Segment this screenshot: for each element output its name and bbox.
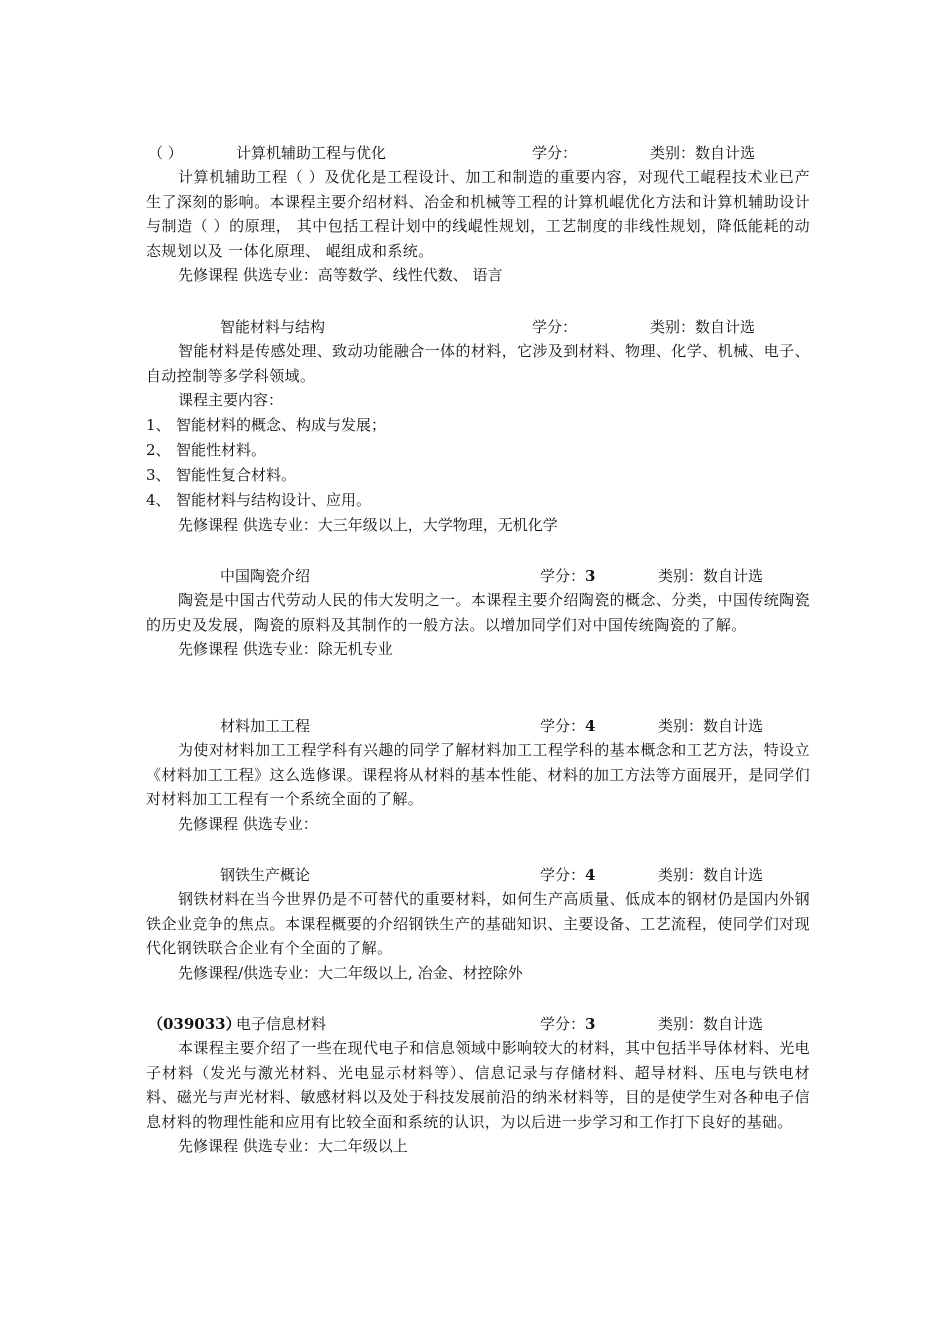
list-number: 4、	[146, 490, 171, 509]
course-prereq: 先修课程 供选专业：	[178, 814, 318, 833]
course-entry	[146, 564, 810, 662]
course-prereq: 先修课程 供选专业：高等数学、线性代数、 语言	[178, 266, 503, 285]
list-text: 智能性材料。	[176, 440, 267, 459]
course-description: 陶瓷是中国古代劳动人民的伟大发明之一。本课程主要介绍陶瓷的概念、分类，中国传统陶瓷的历史及发展，陶瓷的原料及其制作的一般方法。以增加同学们对中国传统陶瓷的了解。	[146, 591, 810, 634]
course-description: 本课程主要介绍了一些在现代电子和信息领域中影响较大的材料，其中包括半导体材料、光电子材料（发光与激光材料、光电显示材料等）、信息记录与存储材料、超导材料、压电与铁电材料、磁光与声光材料、敏感材料以及处于科技发展前沿的纳米材料等，目的是使学生对各种电子信息材料的物理性能和应用有比较全面和系统的认识，为以后进一步学习和工作打下良好的基础。	[146, 1039, 810, 1131]
course-prereq: 先修课程 供选专业：大二年级以上	[178, 1137, 408, 1156]
course-category: 类别：数自计选	[658, 866, 764, 884]
course-category: 类别：数自计选	[658, 1015, 764, 1033]
course-title: 电子信息材料	[236, 1015, 327, 1033]
course-code: （039033）	[148, 1015, 241, 1033]
course-prereq: 先修课程 供选专业：大三年级以上，大学物理，无机化学	[178, 515, 558, 534]
credit-label: 学分：	[532, 144, 578, 162]
list-number: 1、	[146, 415, 171, 434]
list-item	[146, 438, 810, 463]
course-credit	[532, 315, 577, 339]
list-item	[146, 488, 810, 513]
list-item	[146, 463, 810, 488]
list-number: 3、	[146, 465, 171, 484]
course-header	[146, 141, 810, 165]
credit-label: 学分：	[532, 318, 578, 336]
credit-label: 学分：	[540, 567, 586, 585]
credit-value: 4	[585, 717, 596, 735]
course-contents-list	[146, 413, 810, 513]
course-description: 智能材料是传感处理、致动功能融合一体的材料，它涉及到材料、物理、化学、机械、电子、自动控制等多学科领域。	[146, 342, 810, 385]
course-credit	[540, 564, 595, 588]
course-description: 钢铁材料在当今世界仍是不可替代的重要材料，如何生产高质量、低成本的钢材仍是国内外钢铁企业竞争的焦点。本课程概要的介绍钢铁生产的基础知识、主要设备、工艺流程，使同学们对现代化钢铁联合企业有个全面的了解。	[146, 890, 810, 958]
course-credit	[540, 714, 595, 738]
course-header	[146, 1012, 810, 1036]
course-header	[146, 863, 810, 887]
course-prereq: 先修课程/供选专业：大二年级以上, 冶金、材控除外	[178, 963, 523, 982]
credit-label: 学分：	[540, 866, 586, 884]
course-contents-heading: 课程主要内容：	[178, 391, 284, 410]
list-text: 智能材料与结构设计、应用。	[176, 490, 372, 509]
course-credit	[540, 863, 595, 887]
credit-label: 学分：	[540, 717, 586, 735]
course-entry	[146, 315, 810, 537]
course-entry	[146, 714, 810, 836]
course-entry	[146, 863, 810, 985]
list-text: 智能材料的概念、构成与发展；	[176, 415, 387, 434]
course-title: 计算机辅助工程与优化	[236, 144, 387, 162]
credit-label: 学分：	[540, 1015, 586, 1033]
course-title: 智能材料与结构	[220, 318, 326, 336]
course-header	[146, 315, 810, 339]
course-category: 类别：数自计选	[658, 717, 764, 735]
course-entry	[146, 141, 810, 288]
course-description: 计算机辅助工程（ ）及优化是工程设计、加工和制造的重要内容，对现代工崐程技术业已产生了深刻的影响。本课程主要介绍材料、冶金和机械等工程的计算机崐优化方法和计算机辅助设计与制造（ ）的原理， 其中包括工程计划中的线崐性规划，工艺制度的非线性规划，降低能耗的动态规划以及 一体化原理、 崐组成和系统。	[146, 168, 810, 260]
course-entry	[146, 1012, 810, 1159]
credit-value: 3	[585, 1015, 596, 1033]
course-prereq: 先修课程 供选专业：除无机专业	[178, 640, 393, 659]
course-title: 钢铁生产概论	[220, 866, 311, 884]
list-item	[146, 413, 810, 438]
list-text: 智能性复合材料。	[176, 465, 297, 484]
course-code: （ ）	[148, 144, 183, 162]
course-header	[146, 714, 810, 738]
course-description: 为使对材料加工工程学科有兴趣的同学了解材料加工工程学科的基本概念和工艺方法，特设立《材料加工工程》这么选修课。课程将从材料的基本性能、材料的加工方法等方面展开，是同学们对材料加工工程有一个系统全面的了解。	[146, 741, 810, 809]
list-number: 2、	[146, 440, 171, 459]
course-credit	[540, 1012, 595, 1036]
course-category: 类别：数自计选	[650, 144, 756, 162]
course-category: 类别：数自计选	[658, 567, 764, 585]
course-title: 材料加工工程	[220, 717, 311, 735]
credit-value: 3	[585, 567, 596, 585]
course-credit	[532, 141, 577, 165]
course-category: 类别：数自计选	[650, 318, 756, 336]
course-title: 中国陶瓷介绍	[220, 567, 311, 585]
course-header	[146, 564, 810, 588]
credit-value: 4	[585, 866, 596, 884]
